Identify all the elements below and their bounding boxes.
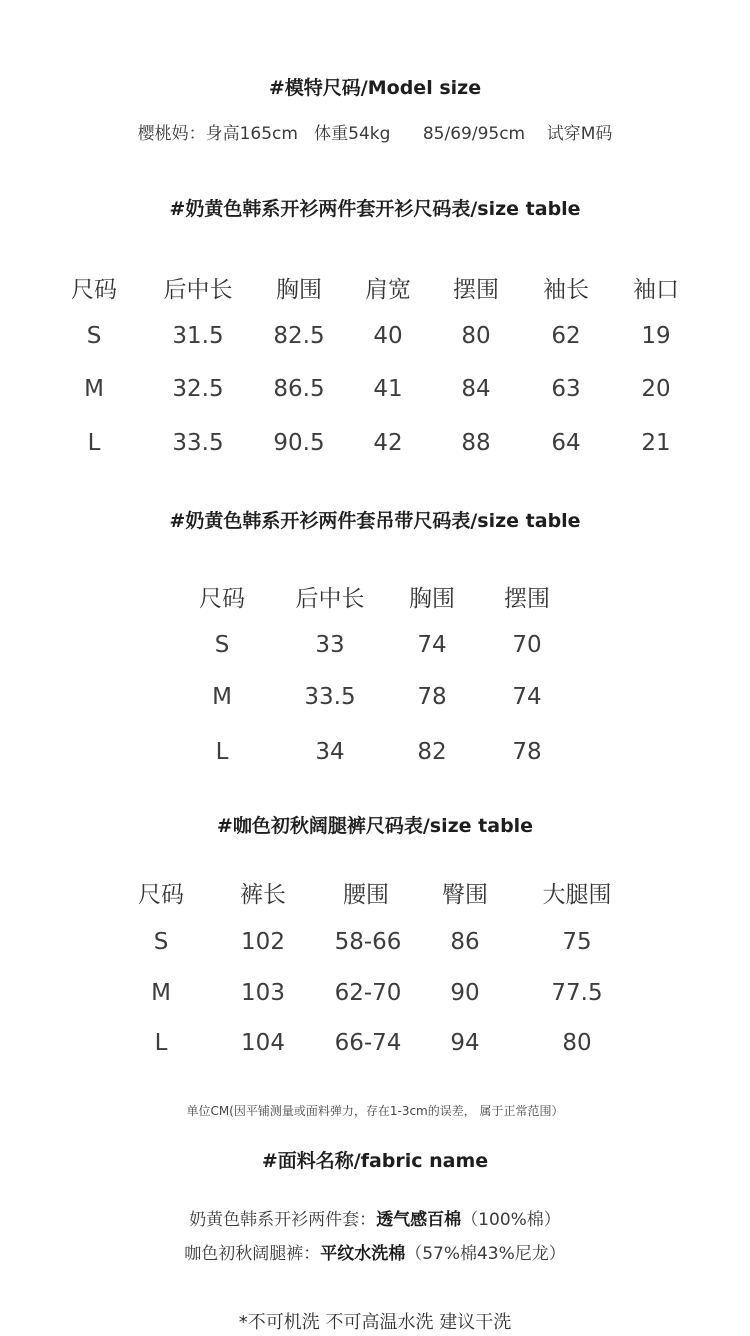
table-cell: 94 [450,1030,480,1056]
table-cell: 62-70 [334,980,402,1006]
table-cell: 70 [512,632,542,658]
fabric-line-cardigan [0,1205,750,1230]
table-cell: 102 [241,929,285,955]
pants-size-table-heading: #咖色初秋阔腿裤尺码表/size table [216,815,534,837]
table-cell: 82 [417,739,447,765]
table-cell: L [154,1030,168,1056]
table-cell: 42 [373,430,403,456]
table-cell: 33 [315,632,345,658]
table-cell: 62 [551,323,581,349]
table-cell: S [214,632,230,658]
table-header: 袖口 [633,277,679,303]
table-cell: 104 [241,1030,285,1056]
table-cell: L [215,739,229,765]
table-cell: 103 [241,980,285,1006]
table-header: 尺码 [199,586,245,612]
table-header: 摆围 [453,277,499,303]
table-cell: 64 [551,430,581,456]
table-cell: 90 [450,980,480,1006]
table-cell: 32.5 [172,376,224,402]
table-cell: 78 [512,739,542,765]
table-header: 尺码 [71,277,117,303]
camisole-size-table-heading: #奶黄色韩系开衫两件套吊带尺码表/size table [169,510,581,532]
table-header: 后中长 [295,586,365,612]
table-cell: 84 [461,376,491,402]
table-cell: 21 [641,430,671,456]
table-cell: 77.5 [551,980,603,1006]
care-instructions: *不可机洗 不可高温水洗 建议干洗 [238,1312,512,1333]
fabric-composition: （100%棉） [461,1210,561,1230]
table-cell: 75 [562,929,592,955]
table-header: 腰围 [343,882,389,908]
table-cell: 33.5 [304,684,356,710]
fabric-material: 平纹水洗棉 [320,1244,406,1264]
table-header: 胸围 [409,586,455,612]
table-cell: 80 [461,323,491,349]
fabric-heading: #面料名称/fabric name [261,1150,489,1172]
table-header: 胸围 [276,277,322,303]
model-info-line: 樱桃妈：身高165cm 体重54kg 85/69/95cm 试穿M码 [137,124,613,144]
table-cell: 86 [450,929,480,955]
table-cell: 19 [641,323,671,349]
table-cell: M [212,684,232,710]
table-cell: 63 [551,376,581,402]
table-header: 臀围 [442,882,488,908]
table-cell: M [151,980,171,1006]
table-cell: S [153,929,169,955]
fabric-item-label: 咖色初秋阔腿裤： [184,1244,321,1264]
measurement-note: 单位CM(因平铺测量或面料弹力，存在1-3cm的误差， 属于正常范围） [186,1104,564,1118]
table-cell: 80 [562,1030,592,1056]
table-cell: 41 [373,376,403,402]
table-header: 裤长 [240,882,286,908]
cardigan-size-table-heading: #奶黄色韩系开衫两件套开衫尺码表/size table [169,198,581,220]
table-header: 大腿围 [542,882,612,908]
table-cell: L [87,430,101,456]
fabric-item-label: 奶黄色韩系开衫两件套： [189,1210,377,1230]
table-cell: M [84,376,104,402]
table-cell: 31.5 [172,323,224,349]
table-cell: 34 [315,739,345,765]
model-size-heading: #模特尺码/Model size [268,77,482,99]
table-cell: 33.5 [172,430,224,456]
table-cell: 20 [641,376,671,402]
table-cell: 82.5 [273,323,325,349]
table-cell: S [86,323,102,349]
fabric-composition: （57%棉43%尼龙） [405,1244,566,1264]
table-header: 摆围 [504,586,550,612]
table-cell: 78 [417,684,447,710]
table-cell: 66-74 [334,1030,402,1056]
table-header: 袖长 [543,277,589,303]
fabric-line-pants [0,1239,750,1264]
table-cell: 88 [461,430,491,456]
table-cell: 86.5 [273,376,325,402]
table-cell: 40 [373,323,403,349]
table-cell: 74 [512,684,542,710]
fabric-material: 透气感百棉 [376,1210,462,1230]
table-header: 肩宽 [365,277,411,303]
table-cell: 58-66 [334,929,402,955]
table-cell: 90.5 [273,430,325,456]
table-header: 尺码 [138,882,184,908]
table-header: 后中长 [163,277,233,303]
table-cell: 74 [417,632,447,658]
